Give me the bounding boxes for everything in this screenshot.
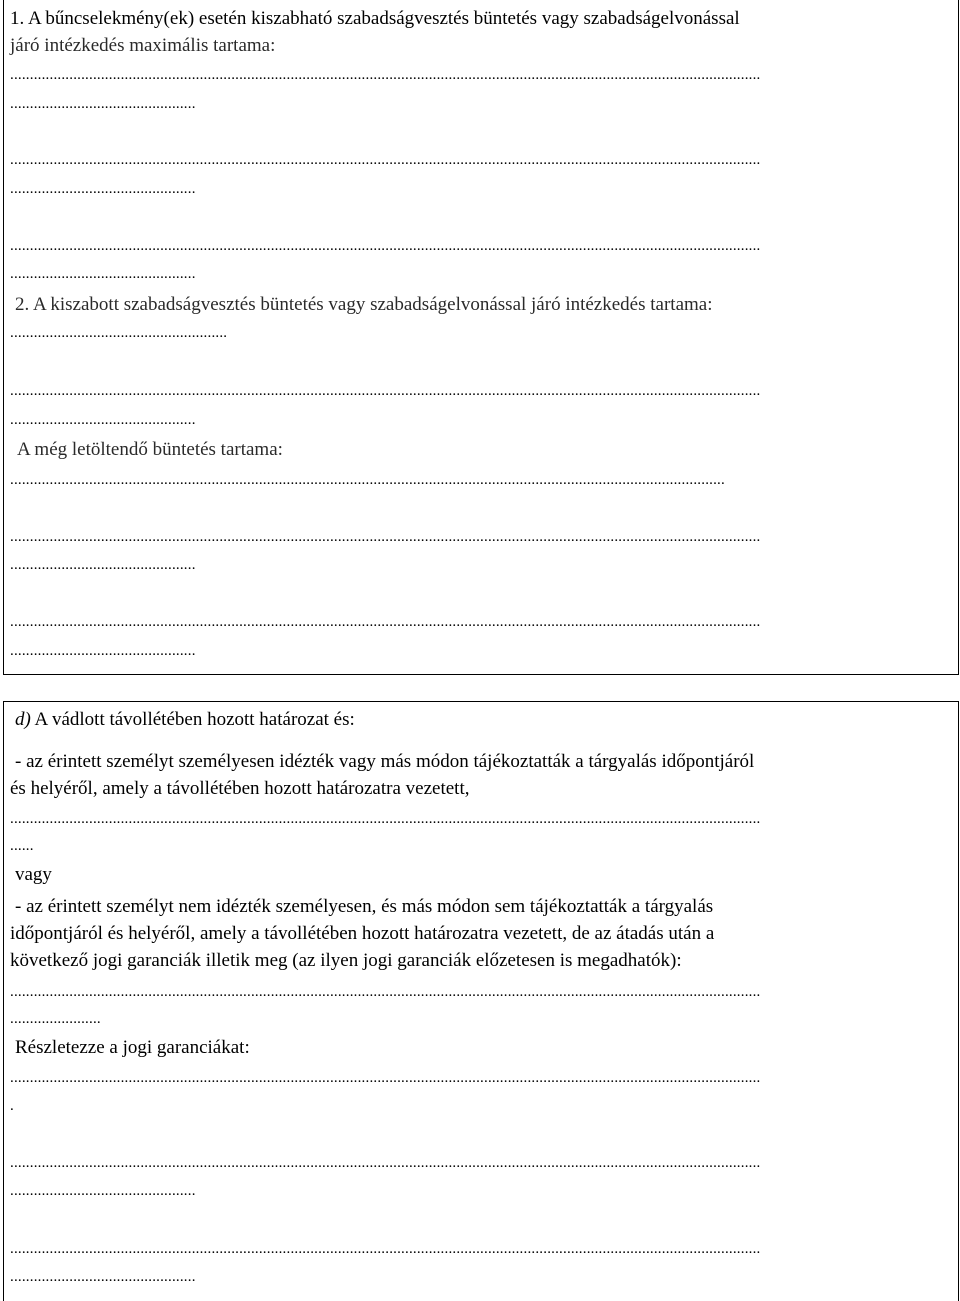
answer-field-3a[interactable]: ..................................................................................................................................................................................... bbox=[10, 472, 725, 488]
question-1-line-2: járó intézkedés maximális tartama: bbox=[10, 35, 276, 56]
question-1-line-1: 1. A bűncselekmény(ek) esetén kiszabható szabadságvesztés büntetés vagy szabadságelvonással bbox=[10, 8, 740, 29]
answer-field-1b[interactable]: ............................................... bbox=[10, 96, 196, 112]
or-separator: vagy bbox=[15, 864, 52, 885]
question-2: 2. A kiszabott szabadságvesztés büntetés vagy szabadságelvonással járó intézkedés tartama: bbox=[15, 294, 713, 315]
option-1-line-1: - az érintett személyt személyesen idézték vagy más módon tájékoztatták a tárgyalás időpontjáról bbox=[15, 751, 755, 772]
section-d-heading bbox=[15, 708, 355, 732]
answer-field-3b[interactable]: .............................................................................................................................................................................................. bbox=[10, 529, 761, 545]
details-field-b[interactable]: . bbox=[10, 1098, 14, 1114]
answer-field-1e[interactable]: .............................................................................................................................................................................................. bbox=[10, 238, 761, 254]
details-field-f[interactable]: ............................................... bbox=[10, 1269, 196, 1285]
details-field-c[interactable]: .............................................................................................................................................................................................. bbox=[10, 1155, 761, 1171]
answer-field-1a[interactable]: .............................................................................................................................................................................................. bbox=[10, 67, 761, 83]
answer-field-1d[interactable]: ............................................... bbox=[10, 181, 196, 197]
details-field-d[interactable]: ............................................... bbox=[10, 1183, 196, 1199]
section-d-title: A vádlott távollétében hozott határozat és: bbox=[30, 709, 355, 730]
details-field-a[interactable]: .............................................................................................................................................................................................. bbox=[10, 1070, 761, 1086]
option-1-field-b[interactable]: ...... bbox=[10, 838, 34, 854]
answer-field-2b[interactable]: .............................................................................................................................................................................................. bbox=[10, 383, 761, 399]
section-d-letter: d) bbox=[15, 709, 31, 730]
details-label: Részletezze a jogi garanciákat: bbox=[15, 1037, 250, 1058]
option-2-line-2: időpontjáról és helyéről, amely a távollétében hozott határozatra vezetett, de az átadás után a bbox=[10, 923, 715, 944]
option-2-field-a[interactable]: .............................................................................................................................................................................................. bbox=[10, 984, 761, 1000]
answer-field-3e[interactable]: ............................................... bbox=[10, 643, 196, 659]
answer-field-3c[interactable]: ............................................... bbox=[10, 557, 196, 573]
option-2-line-3: következő jogi garanciák illetik meg (az ilyen jogi garanciák előzetesen is megadhatók): bbox=[10, 950, 682, 971]
answer-field-3d[interactable]: .............................................................................................................................................................................................. bbox=[10, 614, 761, 630]
option-2-field-b[interactable]: ....................... bbox=[10, 1011, 101, 1027]
details-field-e[interactable]: .............................................................................................................................................................................................. bbox=[10, 1241, 761, 1257]
option-1-line-2: és helyéről, amely a távollétében hozott határozatra vezetett, bbox=[10, 778, 470, 799]
answer-field-1c[interactable]: .............................................................................................................................................................................................. bbox=[10, 152, 761, 168]
answer-field-2c[interactable]: ............................................... bbox=[10, 412, 196, 428]
option-1-field-a[interactable]: .............................................................................................................................................................................................. bbox=[10, 811, 761, 827]
question-3: A még letöltendő büntetés tartama: bbox=[17, 439, 283, 460]
answer-field-2a[interactable]: ....................................................... bbox=[10, 325, 228, 341]
option-2-line-1: - az érintett személyt nem idézték személyesen, és más módon sem tájékoztatták a tárgyalás bbox=[15, 896, 714, 917]
answer-field-1f[interactable]: ............................................... bbox=[10, 266, 196, 282]
